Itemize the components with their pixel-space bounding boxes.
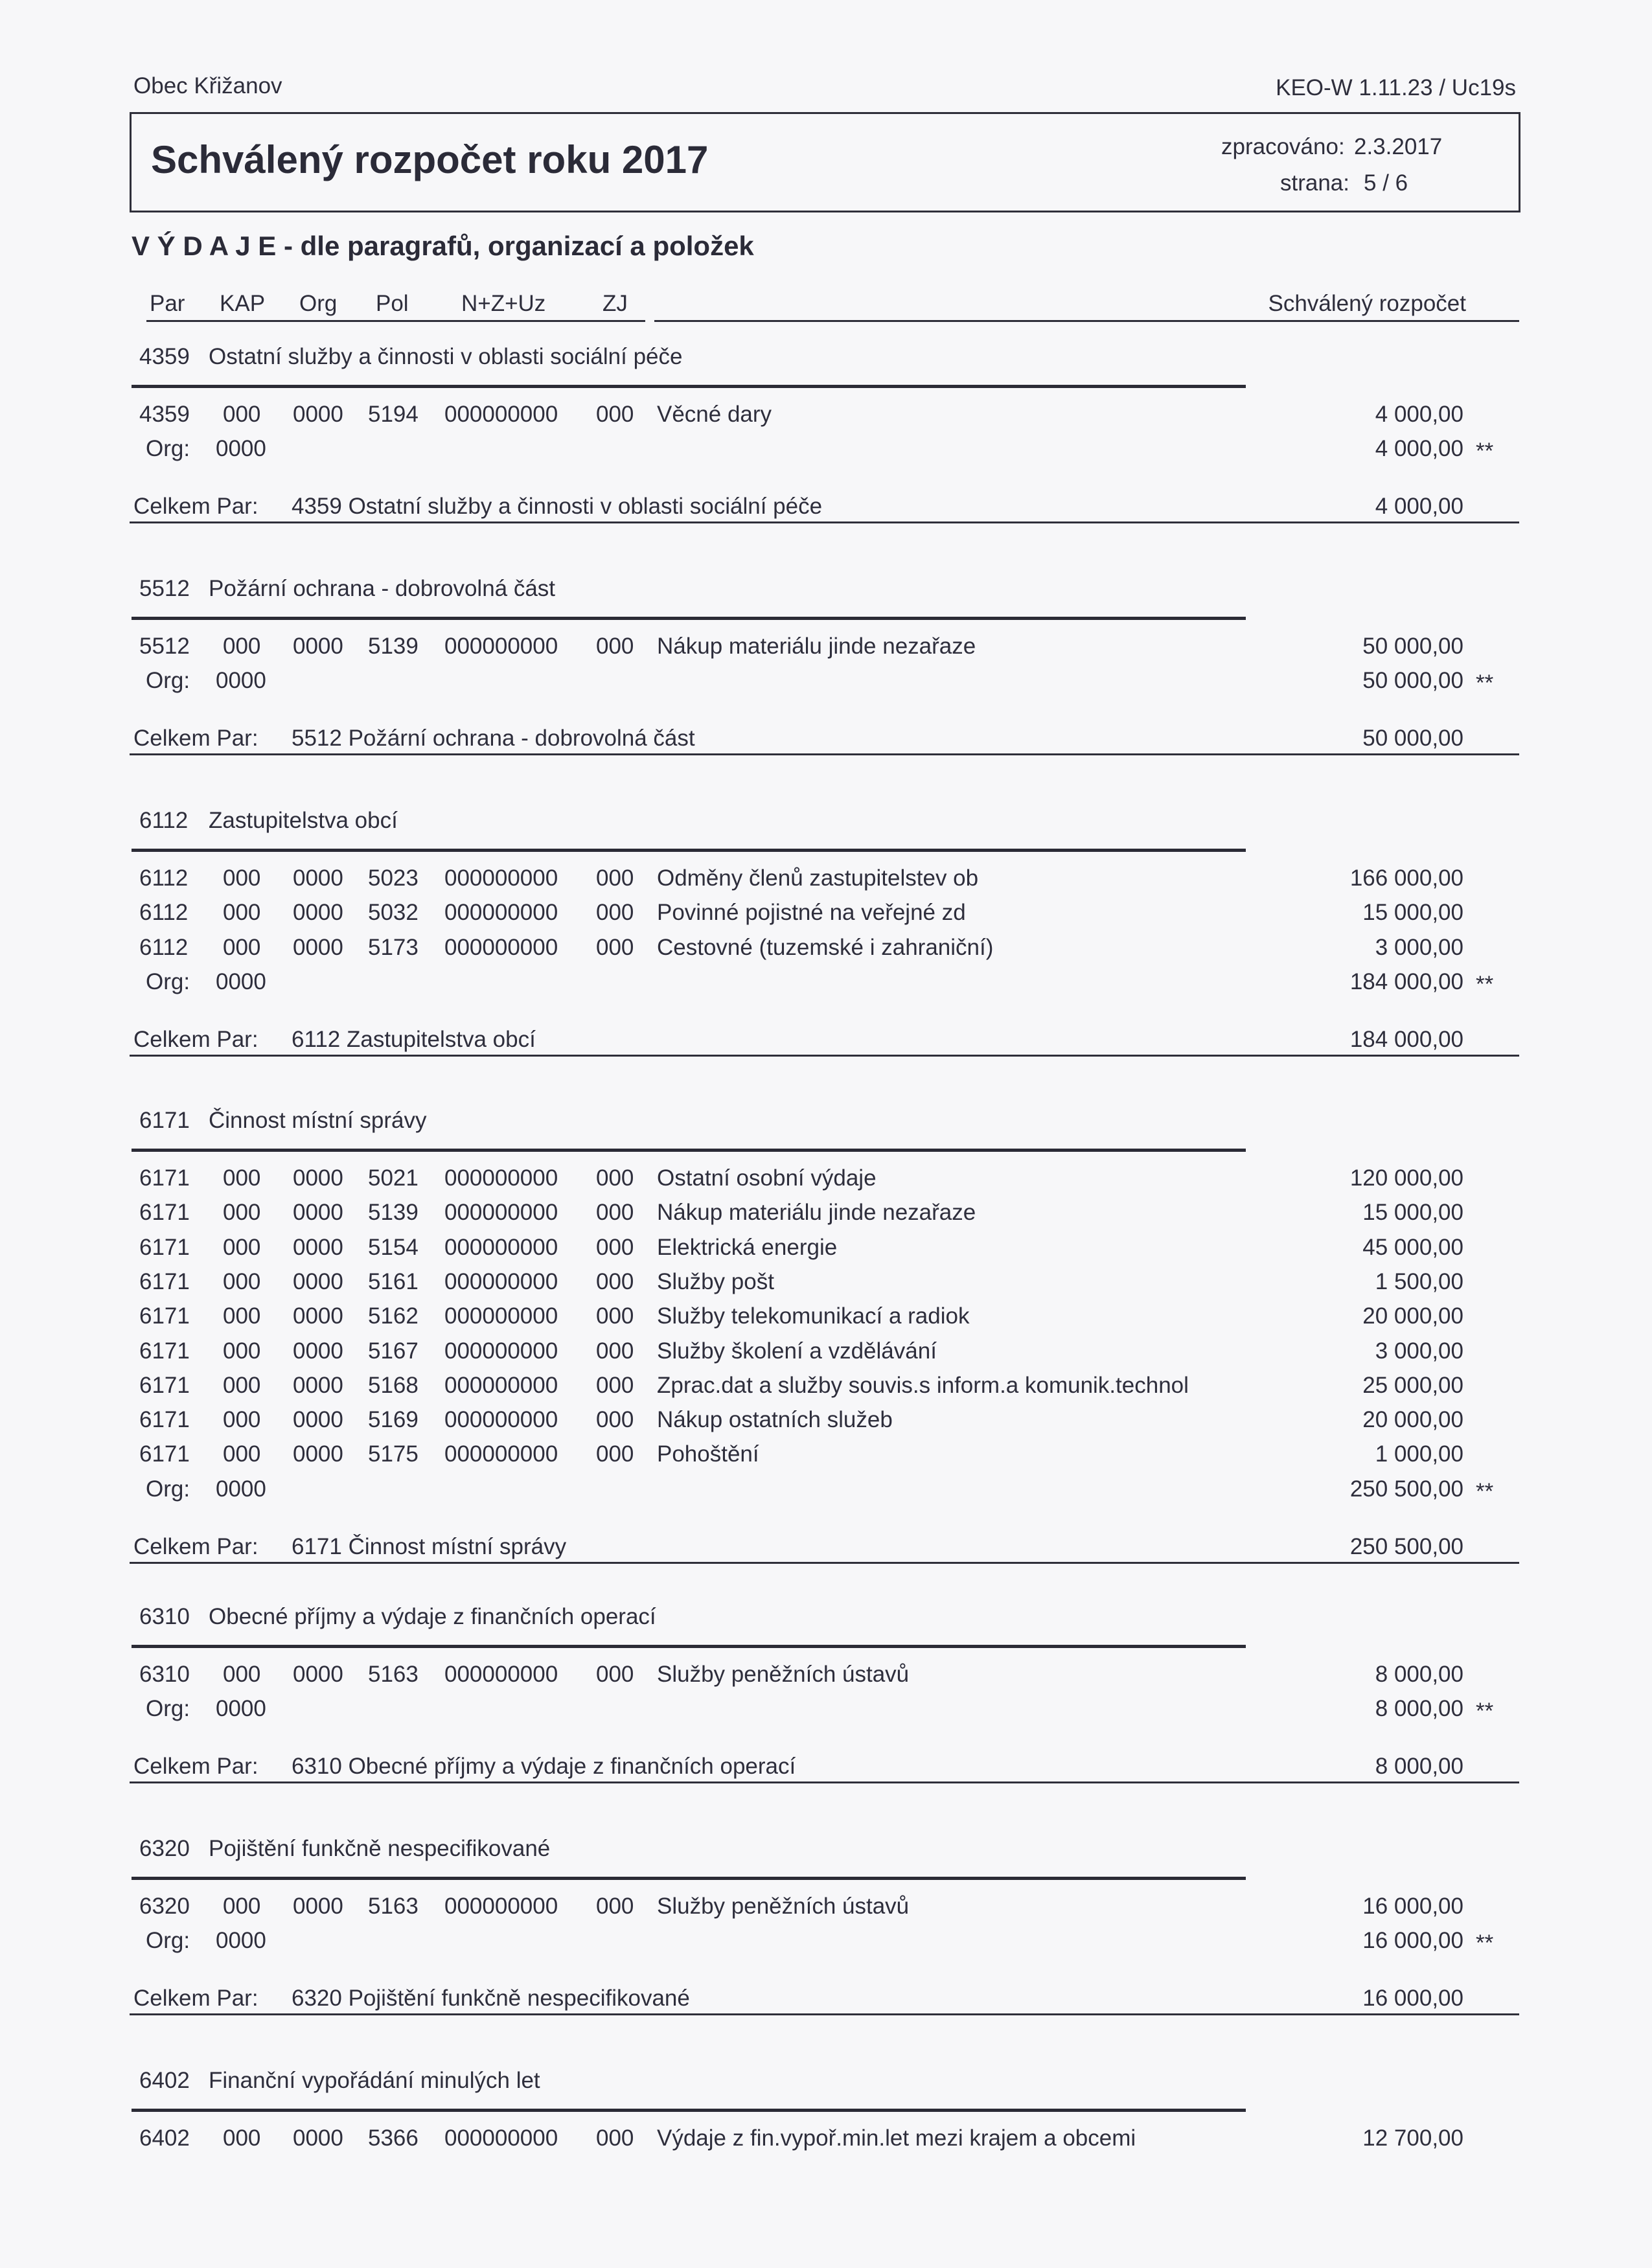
- row-cell-zj: 000: [596, 2125, 634, 2151]
- row-cell-nzuz: 000000000: [444, 1407, 558, 1433]
- row-cell-nzuz: 000000000: [444, 1234, 558, 1260]
- total-label: Celkem Par:: [133, 494, 258, 520]
- row-cell-par: 6112: [139, 865, 189, 891]
- col-header-org: Org: [299, 291, 338, 316]
- row-cell-org: 0000: [293, 1165, 343, 1191]
- software-version: KEO-W 1.11.23 / Uc19s: [1276, 75, 1516, 100]
- row-cell-org: 0000: [293, 402, 343, 427]
- row-cell-nzuz: 000000000: [444, 1200, 558, 1226]
- row-cell-zj: 000: [596, 1165, 634, 1191]
- row-cell-kap: 000: [223, 1894, 261, 1919]
- org-code: 0000: [216, 1476, 266, 1502]
- row-cell-kap: 000: [223, 1372, 261, 1398]
- row-cell-text: Ostatní osobní výdaje: [657, 1165, 877, 1191]
- row-cell-nzuz: 000000000: [444, 1441, 558, 1467]
- org-label: Org:: [146, 668, 190, 694]
- row-amount: 45 000,00: [1362, 1234, 1463, 1260]
- section-heading-name: Požární ochrana - dobrovolná část: [209, 576, 556, 601]
- subtotal-stars: **: [1476, 1699, 1494, 1724]
- row-cell-nzuz: 000000000: [444, 1338, 558, 1364]
- processed-label: zpracováno:: [1221, 134, 1345, 159]
- row-amount: 1 000,00: [1375, 1441, 1463, 1467]
- row-cell-zj: 000: [596, 1268, 634, 1294]
- report-subtitle: V Ý D A J E - dle paragrafů, organizací a položek: [132, 231, 754, 261]
- row-cell-kap: 000: [223, 1441, 261, 1467]
- page-title: Schválený rozpočet roku 2017: [151, 138, 709, 181]
- row-cell-zj: 000: [596, 865, 634, 891]
- row-cell-nzuz: 000000000: [444, 1303, 558, 1329]
- row-amount: 15 000,00: [1362, 900, 1463, 926]
- row-cell-pol: 5173: [368, 934, 419, 960]
- total-par-name: 6310 Obecné příjmy a výdaje z finančních operací: [292, 1754, 796, 1780]
- row-cell-org: 0000: [293, 1234, 343, 1260]
- row-cell-kap: 000: [223, 1234, 261, 1260]
- org-total: 4 000,00: [1375, 436, 1463, 462]
- row-cell-text: Věcné dary: [657, 402, 772, 427]
- row-cell-pol: 5154: [368, 1234, 419, 1260]
- row-cell-nzuz: 000000000: [444, 1165, 558, 1191]
- row-cell-zj: 000: [596, 1894, 634, 1919]
- row-cell-nzuz: 000000000: [444, 900, 558, 926]
- section-total-rule: [130, 1562, 1519, 1564]
- org-label: Org:: [146, 968, 190, 994]
- row-cell-pol: 5163: [368, 1894, 419, 1919]
- row-cell-nzuz: 000000000: [444, 402, 558, 427]
- row-cell-pol: 5139: [368, 1200, 419, 1226]
- row-cell-org: 0000: [293, 1894, 343, 1919]
- row-cell-kap: 000: [223, 634, 261, 659]
- row-cell-text: Nákup materiálu jinde nezařaze: [657, 634, 976, 659]
- row-amount: 20 000,00: [1362, 1407, 1463, 1433]
- row-cell-nzuz: 000000000: [444, 1662, 558, 1687]
- row-cell-par: 6310: [139, 1662, 190, 1687]
- section-total: 50 000,00: [1362, 726, 1463, 751]
- row-cell-kap: 000: [223, 1200, 261, 1226]
- total-label: Celkem Par:: [133, 726, 258, 751]
- total-label: Celkem Par:: [133, 1754, 258, 1780]
- row-cell-pol: 5169: [368, 1407, 419, 1433]
- row-cell-kap: 000: [223, 1268, 261, 1294]
- row-cell-pol: 5366: [368, 2125, 419, 2151]
- row-cell-kap: 000: [223, 1407, 261, 1433]
- row-cell-zj: 000: [596, 900, 634, 926]
- col-header-nzuz: N+Z+Uz: [461, 291, 546, 316]
- total-par-name: 6320 Pojištění funkčně nespecifikované: [292, 1986, 690, 2011]
- row-cell-kap: 000: [223, 2125, 261, 2151]
- col-header-par: Par: [150, 291, 185, 316]
- municipality-name: Obec Křižanov: [133, 73, 282, 98]
- section-total-rule: [130, 1055, 1519, 1057]
- row-amount: 16 000,00: [1362, 1894, 1463, 1919]
- total-label: Celkem Par:: [133, 1986, 258, 2011]
- row-amount: 8 000,00: [1375, 1662, 1463, 1687]
- row-amount: 3 000,00: [1375, 934, 1463, 960]
- org-code: 0000: [216, 436, 266, 462]
- col-header-budget: Schválený rozpočet: [1268, 291, 1466, 316]
- row-cell-kap: 000: [223, 1662, 261, 1687]
- section-heading-code: 6171: [139, 1108, 190, 1133]
- row-cell-par: 6171: [139, 1441, 190, 1467]
- row-cell-zj: 000: [596, 1303, 634, 1329]
- section-total: 4 000,00: [1375, 494, 1463, 520]
- row-amount: 15 000,00: [1362, 1200, 1463, 1226]
- row-cell-text: Nákup ostatních služeb: [657, 1407, 893, 1433]
- total-label: Celkem Par:: [133, 1533, 258, 1559]
- row-cell-org: 0000: [293, 865, 343, 891]
- row-cell-org: 0000: [293, 1303, 343, 1329]
- row-cell-zj: 000: [596, 1662, 634, 1687]
- row-cell-text: Služby telekomunikací a radiok: [657, 1303, 970, 1329]
- section-heading-name: Finanční vypořádání minulých let: [209, 2068, 540, 2093]
- subtotal-stars: **: [1476, 1478, 1494, 1504]
- row-cell-text: Služby pošt: [657, 1268, 774, 1294]
- section-heading-name: Činnost místní správy: [209, 1108, 427, 1133]
- row-cell-text: Elektrická energie: [657, 1234, 838, 1260]
- page-number: 5 / 6: [1364, 170, 1408, 196]
- subtotal-stars: **: [1476, 1930, 1494, 1956]
- row-cell-kap: 000: [223, 1338, 261, 1364]
- row-cell-par: 6112: [139, 934, 189, 960]
- org-label: Org:: [146, 1696, 190, 1722]
- row-amount: 25 000,00: [1362, 1372, 1463, 1398]
- row-cell-zj: 000: [596, 402, 634, 427]
- row-cell-org: 0000: [293, 1372, 343, 1398]
- row-cell-text: Pohoštění: [657, 1441, 759, 1467]
- row-cell-text: Odměny členů zastupitelstev ob: [657, 865, 979, 891]
- row-cell-zj: 000: [596, 1407, 634, 1433]
- section-total-rule: [130, 521, 1519, 523]
- row-amount: 50 000,00: [1362, 634, 1463, 659]
- row-cell-zj: 000: [596, 1234, 634, 1260]
- row-cell-text: Výdaje z fin.vypoř.min.let mezi krajem a obcemi: [657, 2125, 1136, 2151]
- section-heading-code: 6310: [139, 1604, 190, 1629]
- row-cell-org: 0000: [293, 1338, 343, 1364]
- row-cell-text: Služby školení a vzdělávání: [657, 1338, 937, 1364]
- subtotal-stars: **: [1476, 439, 1494, 464]
- row-cell-nzuz: 000000000: [444, 934, 558, 960]
- org-code: 0000: [216, 968, 266, 994]
- total-par-name: 4359 Ostatní služby a činnosti v oblasti sociální péče: [292, 494, 823, 520]
- column-header-rule-right: [654, 320, 1519, 322]
- processed-date: 2.3.2017: [1354, 134, 1443, 159]
- row-cell-par: 6171: [139, 1268, 190, 1294]
- row-cell-text: Povinné pojistné na veřejné zd: [657, 900, 966, 926]
- row-amount: 4 000,00: [1375, 402, 1463, 427]
- row-cell-pol: 5175: [368, 1441, 419, 1467]
- row-amount: 20 000,00: [1362, 1303, 1463, 1329]
- row-cell-pol: 5023: [368, 865, 419, 891]
- section-heading-code: 6112: [139, 808, 189, 833]
- row-amount: 120 000,00: [1349, 1165, 1463, 1191]
- subtotal-stars: **: [1476, 670, 1494, 696]
- row-cell-nzuz: 000000000: [444, 1372, 558, 1398]
- section-heading-rule: [132, 849, 1246, 852]
- row-amount: 12 700,00: [1362, 2125, 1463, 2151]
- row-cell-pol: 5161: [368, 1268, 419, 1294]
- row-cell-pol: 5021: [368, 1165, 419, 1191]
- row-cell-par: 4359: [139, 402, 190, 427]
- row-cell-zj: 000: [596, 634, 634, 659]
- row-cell-par: 6171: [139, 1200, 190, 1226]
- row-cell-par: 6171: [139, 1372, 190, 1398]
- row-cell-org: 0000: [293, 2125, 343, 2151]
- section-heading-code: 4359: [139, 344, 190, 369]
- row-cell-par: 6171: [139, 1234, 190, 1260]
- org-total: 184 000,00: [1349, 968, 1463, 994]
- section-total-rule: [130, 753, 1519, 755]
- row-amount: 166 000,00: [1349, 865, 1463, 891]
- org-label: Org:: [146, 1476, 190, 1502]
- row-cell-nzuz: 000000000: [444, 634, 558, 659]
- org-total: 16 000,00: [1362, 1928, 1463, 1954]
- row-cell-zj: 000: [596, 1338, 634, 1364]
- section-heading-rule: [132, 385, 1246, 388]
- section-heading-name: Pojištění funkčně nespecifikované: [209, 1836, 551, 1861]
- row-cell-pol: 5032: [368, 900, 419, 926]
- org-code: 0000: [216, 1928, 266, 1954]
- section-total-rule: [130, 2013, 1519, 2015]
- row-cell-zj: 000: [596, 1200, 634, 1226]
- row-cell-zj: 000: [596, 934, 634, 960]
- section-heading-rule: [132, 2109, 1246, 2112]
- row-cell-nzuz: 000000000: [444, 2125, 558, 2151]
- row-cell-kap: 000: [223, 1303, 261, 1329]
- section-heading-code: 6320: [139, 1836, 190, 1861]
- row-cell-kap: 000: [223, 934, 261, 960]
- section-heading-name: Zastupitelstva obcí: [209, 808, 398, 833]
- section-heading-rule: [132, 617, 1246, 620]
- row-cell-nzuz: 000000000: [444, 1268, 558, 1294]
- row-cell-kap: 000: [223, 1165, 261, 1191]
- row-cell-par: 6171: [139, 1338, 190, 1364]
- row-cell-par: 6171: [139, 1165, 190, 1191]
- row-cell-org: 0000: [293, 900, 343, 926]
- row-cell-org: 0000: [293, 634, 343, 659]
- row-cell-zj: 000: [596, 1372, 634, 1398]
- org-code: 0000: [216, 1696, 266, 1722]
- row-cell-org: 0000: [293, 1268, 343, 1294]
- row-cell-zj: 000: [596, 1441, 634, 1467]
- row-cell-par: 6171: [139, 1303, 190, 1329]
- row-cell-text: Služby peněžních ústavů: [657, 1894, 910, 1919]
- section-total: 250 500,00: [1349, 1533, 1463, 1559]
- row-amount: 1 500,00: [1375, 1268, 1463, 1294]
- row-cell-kap: 000: [223, 865, 261, 891]
- section-total: 16 000,00: [1362, 1986, 1463, 2011]
- row-cell-par: 6320: [139, 1894, 190, 1919]
- section-total-rule: [130, 1781, 1519, 1783]
- org-total: 250 500,00: [1349, 1476, 1463, 1502]
- row-cell-org: 0000: [293, 1441, 343, 1467]
- row-cell-nzuz: 000000000: [444, 1894, 558, 1919]
- row-cell-text: Zprac.dat a služby souvis.s inform.a komunik.technol: [657, 1372, 1189, 1398]
- section-heading-rule: [132, 1645, 1246, 1648]
- org-total: 8 000,00: [1375, 1696, 1463, 1722]
- subtotal-stars: **: [1476, 971, 1494, 997]
- section-heading-rule: [132, 1149, 1246, 1152]
- row-cell-text: Cestovné (tuzemské i zahraniční): [657, 934, 994, 960]
- row-cell-org: 0000: [293, 1407, 343, 1433]
- section-heading-rule: [132, 1877, 1246, 1880]
- row-cell-kap: 000: [223, 900, 261, 926]
- total-par-name: 6171 Činnost místní správy: [292, 1533, 567, 1559]
- org-total: 50 000,00: [1362, 668, 1463, 694]
- row-cell-org: 0000: [293, 1662, 343, 1687]
- row-cell-par: 5512: [139, 634, 190, 659]
- row-cell-par: 6112: [139, 900, 189, 926]
- section-heading-name: Obecné příjmy a výdaje z finančních operací: [209, 1604, 656, 1629]
- total-par-name: 6112 Zastupitelstva obcí: [292, 1026, 536, 1052]
- row-cell-par: 6171: [139, 1407, 190, 1433]
- row-cell-org: 0000: [293, 934, 343, 960]
- col-header-pol: Pol: [376, 291, 409, 316]
- row-cell-pol: 5139: [368, 634, 419, 659]
- row-cell-org: 0000: [293, 1200, 343, 1226]
- org-code: 0000: [216, 668, 266, 694]
- row-cell-pol: 5163: [368, 1662, 419, 1687]
- row-cell-text: Nákup materiálu jinde nezařaze: [657, 1200, 976, 1226]
- row-cell-kap: 000: [223, 402, 261, 427]
- row-cell-pol: 5162: [368, 1303, 419, 1329]
- page-label: strana:: [1280, 170, 1349, 196]
- total-par-name: 5512 Požární ochrana - dobrovolná část: [292, 726, 695, 751]
- total-label: Celkem Par:: [133, 1026, 258, 1052]
- col-header-kap: KAP: [220, 291, 266, 316]
- section-total: 184 000,00: [1349, 1026, 1463, 1052]
- row-amount: 3 000,00: [1375, 1338, 1463, 1364]
- column-header-rule-left: [146, 320, 645, 322]
- section-total: 8 000,00: [1375, 1754, 1463, 1780]
- col-header-zj: ZJ: [602, 291, 628, 316]
- row-cell-pol: 5168: [368, 1372, 419, 1398]
- row-cell-pol: 5167: [368, 1338, 419, 1364]
- row-cell-pol: 5194: [368, 402, 419, 427]
- section-heading-code: 5512: [139, 576, 190, 601]
- org-label: Org:: [146, 1928, 190, 1954]
- row-cell-nzuz: 000000000: [444, 865, 558, 891]
- section-heading-name: Ostatní služby a činnosti v oblasti sociální péče: [209, 344, 683, 369]
- row-cell-par: 6402: [139, 2125, 190, 2151]
- org-label: Org:: [146, 436, 190, 462]
- section-heading-code: 6402: [139, 2068, 190, 2093]
- row-cell-text: Služby peněžních ústavů: [657, 1662, 910, 1687]
